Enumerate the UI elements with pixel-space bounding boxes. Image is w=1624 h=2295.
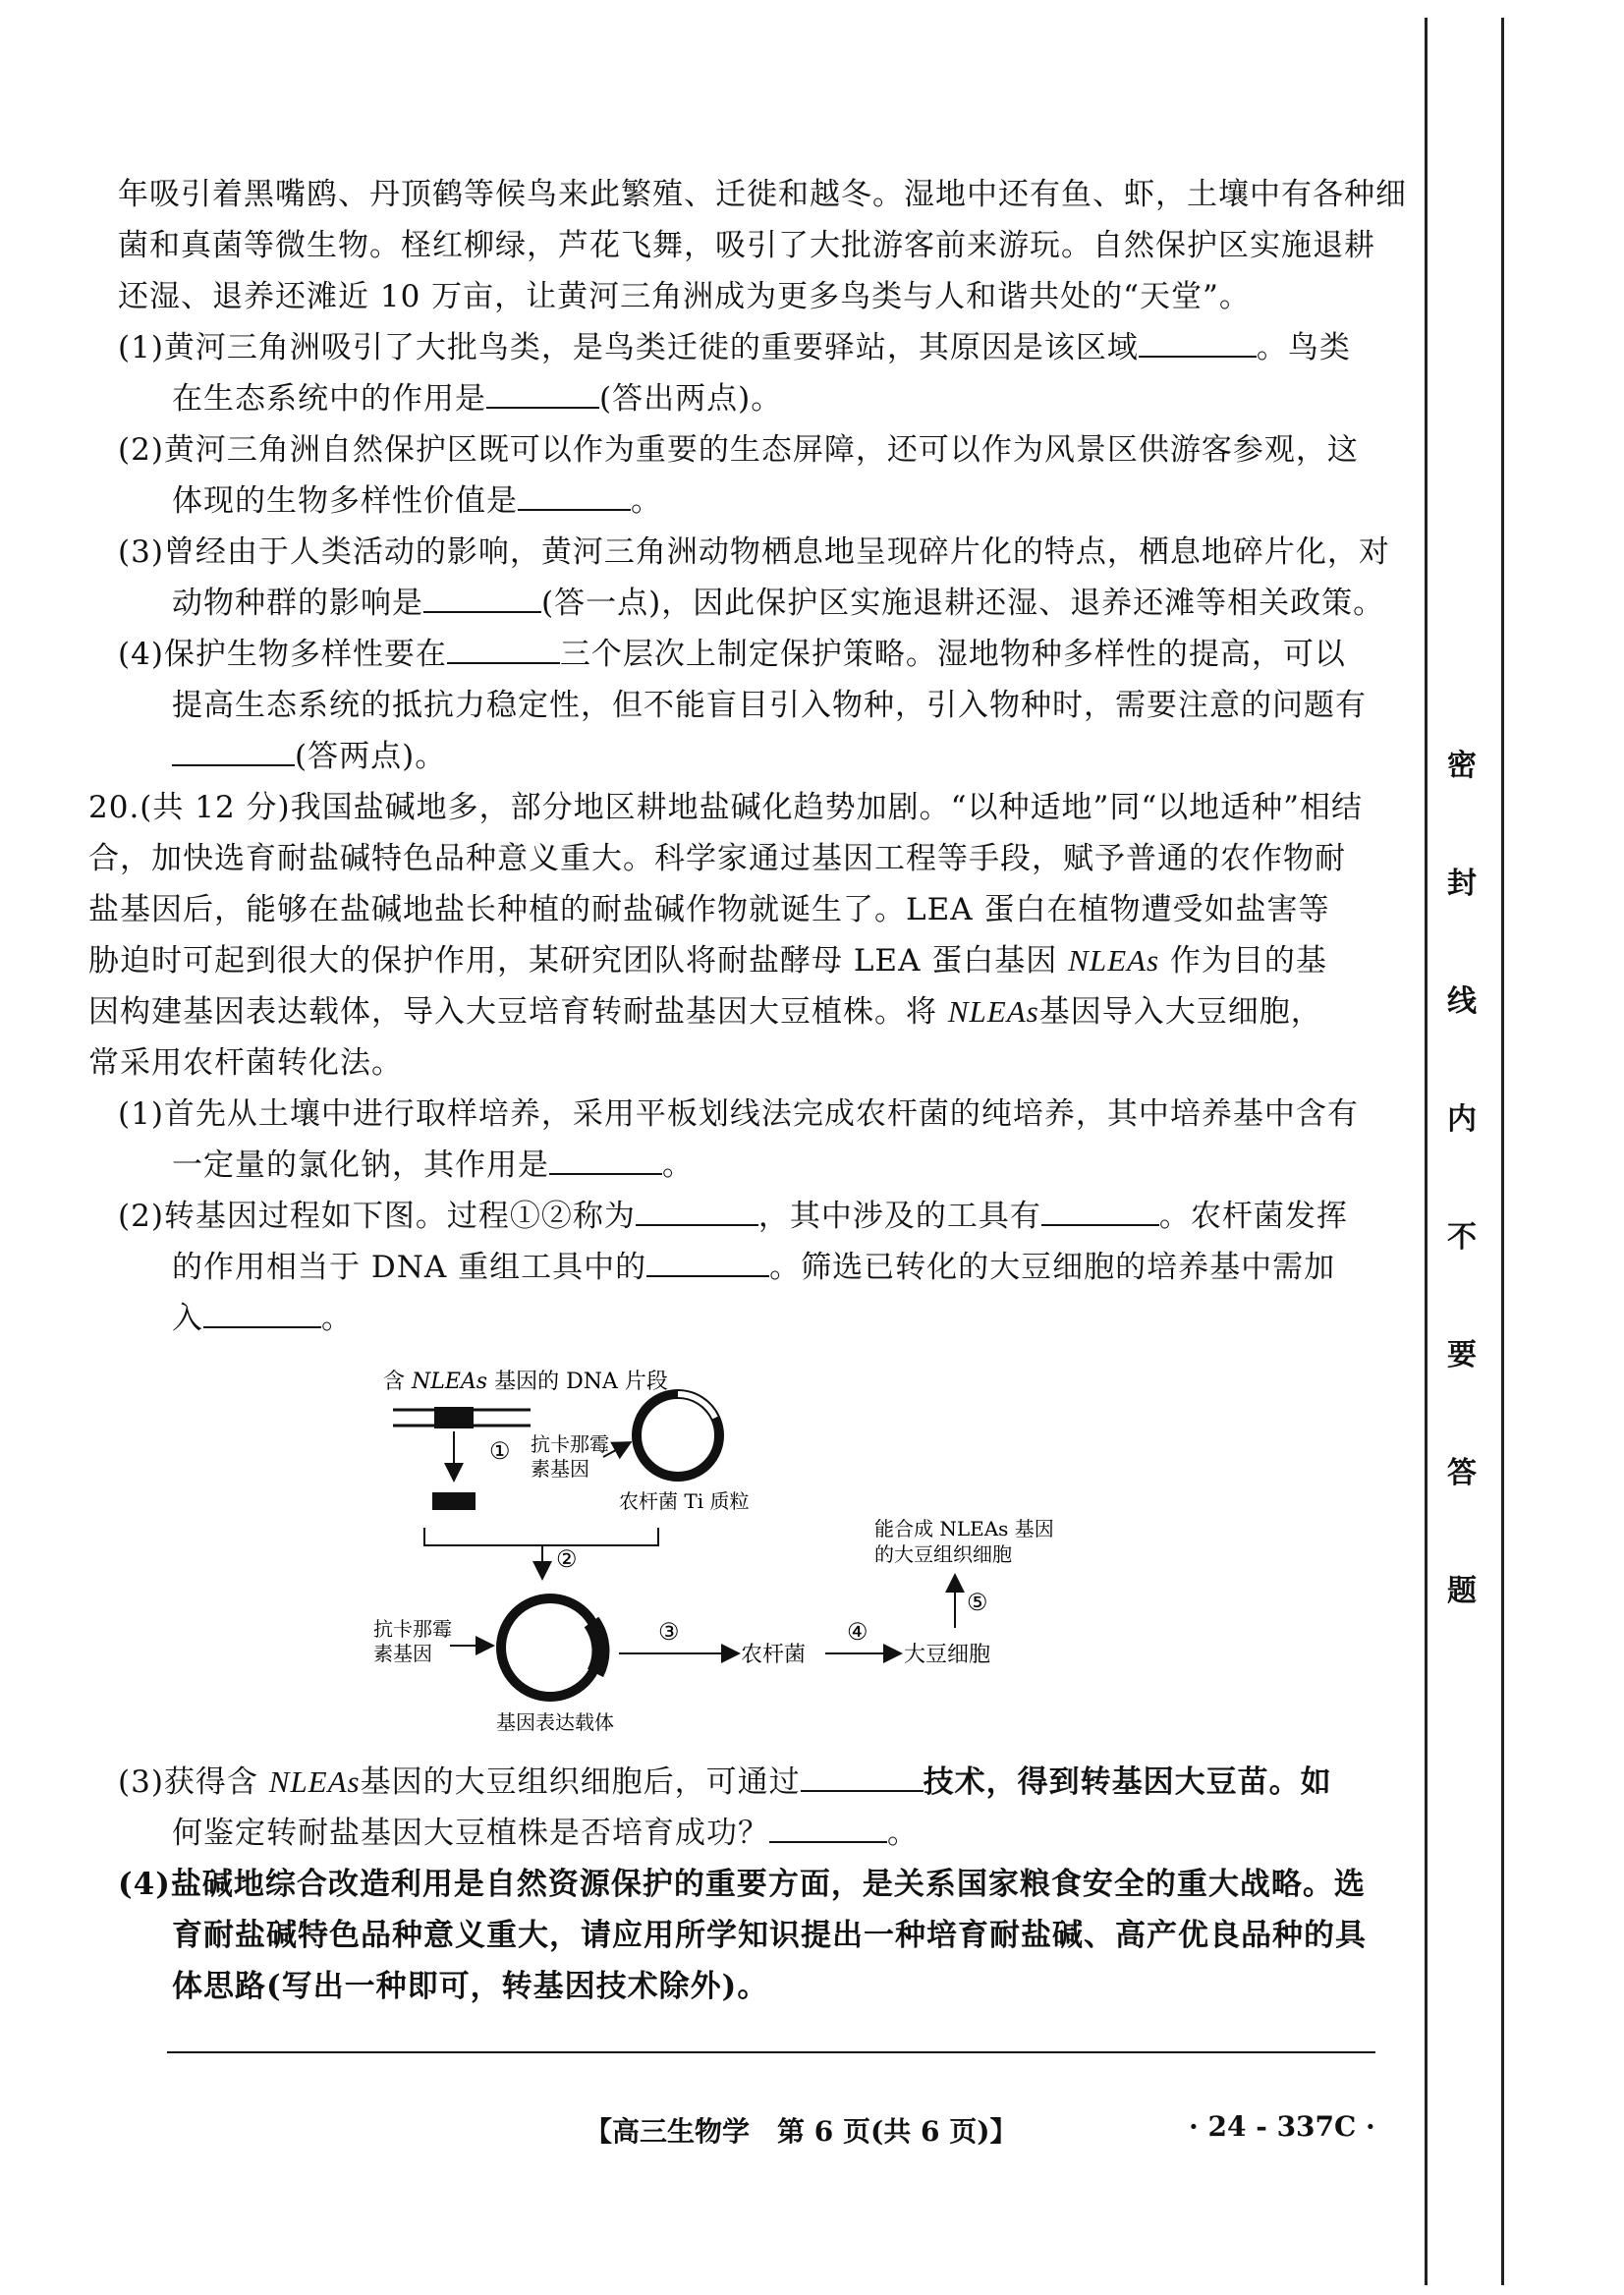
q19-part4-cont2: (答两点)。 xyxy=(118,731,1385,782)
question-20-lower xyxy=(118,1757,1385,2012)
answer-blank[interactable] xyxy=(646,1244,769,1277)
q19-part2-cont: 体现的生物多样性价值是 。 xyxy=(118,476,1385,527)
q20-intro-line: 20.(共 12 分)我国盐碱地多，部分地区耕地盐碱化趋势加剧。“以种适地”同“以地适种”相结 xyxy=(88,790,1364,825)
exam-code: · 24 - 337C · xyxy=(1189,2110,1375,2143)
answer-blank[interactable] xyxy=(486,375,599,409)
q19-part4-cont: 提高生态系统的抵抗力稳定性，但不能盲目引入物种，引入物种时，需要注意的问题有 xyxy=(172,688,1367,723)
soybean-cell-label: 大豆细胞 xyxy=(904,1643,991,1667)
seal-char: 题 xyxy=(1447,1574,1477,1608)
kan-label-2: 抗卡那霉 xyxy=(373,1617,452,1641)
q20-intro-line: 胁迫时可起到很大的保护作用，某研究团队将耐盐酵母 LEA 蛋白基因 NLEAs 作为目的基 xyxy=(88,943,1327,979)
step4-label: ④ xyxy=(847,1618,868,1646)
answer-blank[interactable] xyxy=(1139,324,1257,358)
step5-label: ⑤ xyxy=(967,1589,988,1616)
intro-line: 还湿、退养还滩近 10 万亩，让黄河三角洲成为更多鸟类与人和谐共处的“天堂”。 xyxy=(118,279,1251,314)
seal-char: 线 xyxy=(1447,984,1477,1019)
answer-blank[interactable] xyxy=(1041,1193,1159,1226)
question-19-block xyxy=(118,169,1407,782)
bracket-step2 xyxy=(424,1528,658,1545)
seal-char: 封 xyxy=(1447,867,1477,901)
intro-line: 年吸引着黑嘴鸥、丹顶鹤等候鸟来此繁殖、迁徙和越冬。湿地中还有鱼、虾，土壤中有各种细 xyxy=(118,177,1407,212)
q19-part3: (3)曾经由于人类活动的影响，黄河三角洲动物栖息地呈现碎片化的特点，栖息地碎片化，对 xyxy=(118,534,1390,570)
kan-label-2b: 素基因 xyxy=(373,1642,432,1665)
q20-intro-line: 盐基因后，能够在盐碱地盐长种植的耐盐碱作物就诞生了。LEA 蛋白在植物遭受如盐害等 xyxy=(88,892,1330,927)
expression-vector xyxy=(501,1598,599,1697)
q20-part1: (1)首先从土壤中进行取样培养，采用平板划线法完成农杆菌的纯培养，其中培养基中含有 xyxy=(118,1096,1359,1132)
q20-part3: (3)获得含 NLEAs基因的大豆组织细胞后，可通过 技术，得到转基因大豆苗。如 xyxy=(118,1757,1385,1808)
answer-blank[interactable] xyxy=(172,733,295,766)
q19-part4: (4)保护生物多样性要在 三个层次上制定保护策略。湿地物种多样性的提高，可以 xyxy=(118,629,1385,680)
nleas-gene-block xyxy=(434,1407,474,1428)
q20-part4-cont2: 体思路(写出一种即可，转基因技术除外)。 xyxy=(172,1969,769,2004)
q20-part4: (4)盐碱地综合改造利用是自然资源保护的重要方面，是关系国家粮食安全的重大战略。选 xyxy=(118,1867,1366,1902)
dna-fragment-label: 含 NLEAs 基因的 DNA 片段 xyxy=(383,1370,668,1394)
q20-intro-line: 合，加快选育耐盐碱特色品种意义重大。科学家通过基因工程等手段，赋予普通的农作物耐 xyxy=(88,841,1346,876)
ti-plasmid-label: 农杆菌 Ti 质粒 xyxy=(619,1489,750,1513)
seal-char: 答 xyxy=(1447,1456,1477,1490)
answer-line[interactable] xyxy=(167,2051,1375,2053)
transgenic-process-diagram xyxy=(364,1361,1149,1739)
step2-label: ② xyxy=(556,1545,578,1573)
q20-intro-line: 常采用农杆菌转化法。 xyxy=(88,1045,403,1081)
seal-line-notice xyxy=(1442,747,1482,1690)
agrobacterium-label: 农杆菌 xyxy=(741,1643,807,1667)
q20-part3-cont: 何鉴定转耐盐基因大豆植株是否培育成功？ 。 xyxy=(118,1808,1385,1859)
kan-label-1b: 素基因 xyxy=(531,1457,589,1481)
answer-blank[interactable] xyxy=(447,631,560,664)
result-label-1: 能合成 NLEAs 基因 xyxy=(874,1517,1054,1540)
seal-char: 不 xyxy=(1447,1220,1477,1255)
step3-label: ③ xyxy=(658,1618,680,1646)
q19-part1-cont: 在生态系统中的作用是 (答出两点)。 xyxy=(118,373,1385,424)
answer-blank[interactable] xyxy=(423,580,541,613)
answer-blank[interactable] xyxy=(518,477,631,511)
vector-label: 基因表达载体 xyxy=(496,1710,614,1734)
margin-rule-right xyxy=(1501,18,1504,2285)
answer-blank[interactable] xyxy=(769,1810,887,1843)
q19-part3-cont: 动物种群的影响是 (答一点)，因此保护区实施退耕还湿、退养还滩等相关政策。 xyxy=(118,578,1385,629)
answer-blank[interactable] xyxy=(549,1142,662,1175)
cut-gene-fragment xyxy=(432,1492,476,1510)
seal-char: 内 xyxy=(1447,1102,1477,1137)
kan-label-1: 抗卡那霉 xyxy=(531,1432,609,1456)
result-label-2: 的大豆组织细胞 xyxy=(874,1542,1012,1566)
q19-part2: (2)黄河三角洲自然保护区既可以作为重要的生态屏障，还可以作为风景区供游客参观，这 xyxy=(118,432,1359,468)
q20-part2: (2)转基因过程如下图。过程①②称为 ，其中涉及的工具有 。农杆菌发挥 xyxy=(88,1191,1385,1242)
intro-line: 菌和真菌等微生物。柽红柳绿，芦花飞舞，吸引了大批游客前来游玩。自然保护区实施退耕 xyxy=(118,228,1375,263)
question-20-block xyxy=(88,782,1385,1344)
answer-blank[interactable] xyxy=(203,1295,321,1328)
step1-label: ① xyxy=(489,1437,511,1465)
q20-part2-cont: 的作用相当于 DNA 重组工具中的 。筛选已转化的大豆细胞的培养基中需加 xyxy=(88,1242,1385,1293)
q20-intro-line: 因构建基因表达载体，导入大豆培育转耐盐基因大豆植株。将 NLEAs基因导入大豆细胞， xyxy=(88,994,1322,1030)
q20-part2-cont2: 入 。 xyxy=(88,1293,1385,1344)
answer-blank[interactable] xyxy=(801,1759,924,1792)
q19-part1: (1)黄河三角洲吸引了大批鸟类，是鸟类迁徙的重要驿站，其原因是该区域 。鸟类 xyxy=(118,322,1385,373)
answer-blank[interactable] xyxy=(636,1193,758,1226)
seal-char: 要 xyxy=(1447,1338,1477,1372)
page-footer: 【高三生物学 第 6 页(共 6 页)】 xyxy=(585,2115,1018,2148)
q20-part1-cont: 一定量的氯化钠，其作用是 。 xyxy=(88,1140,1385,1191)
seal-char: 密 xyxy=(1447,749,1477,783)
q20-part4-cont: 育耐盐碱特色品种意义重大，请应用所学知识提出一种培育耐盐碱、高产优良品种的具 xyxy=(172,1918,1367,1953)
margin-rule-left xyxy=(1425,18,1428,2285)
